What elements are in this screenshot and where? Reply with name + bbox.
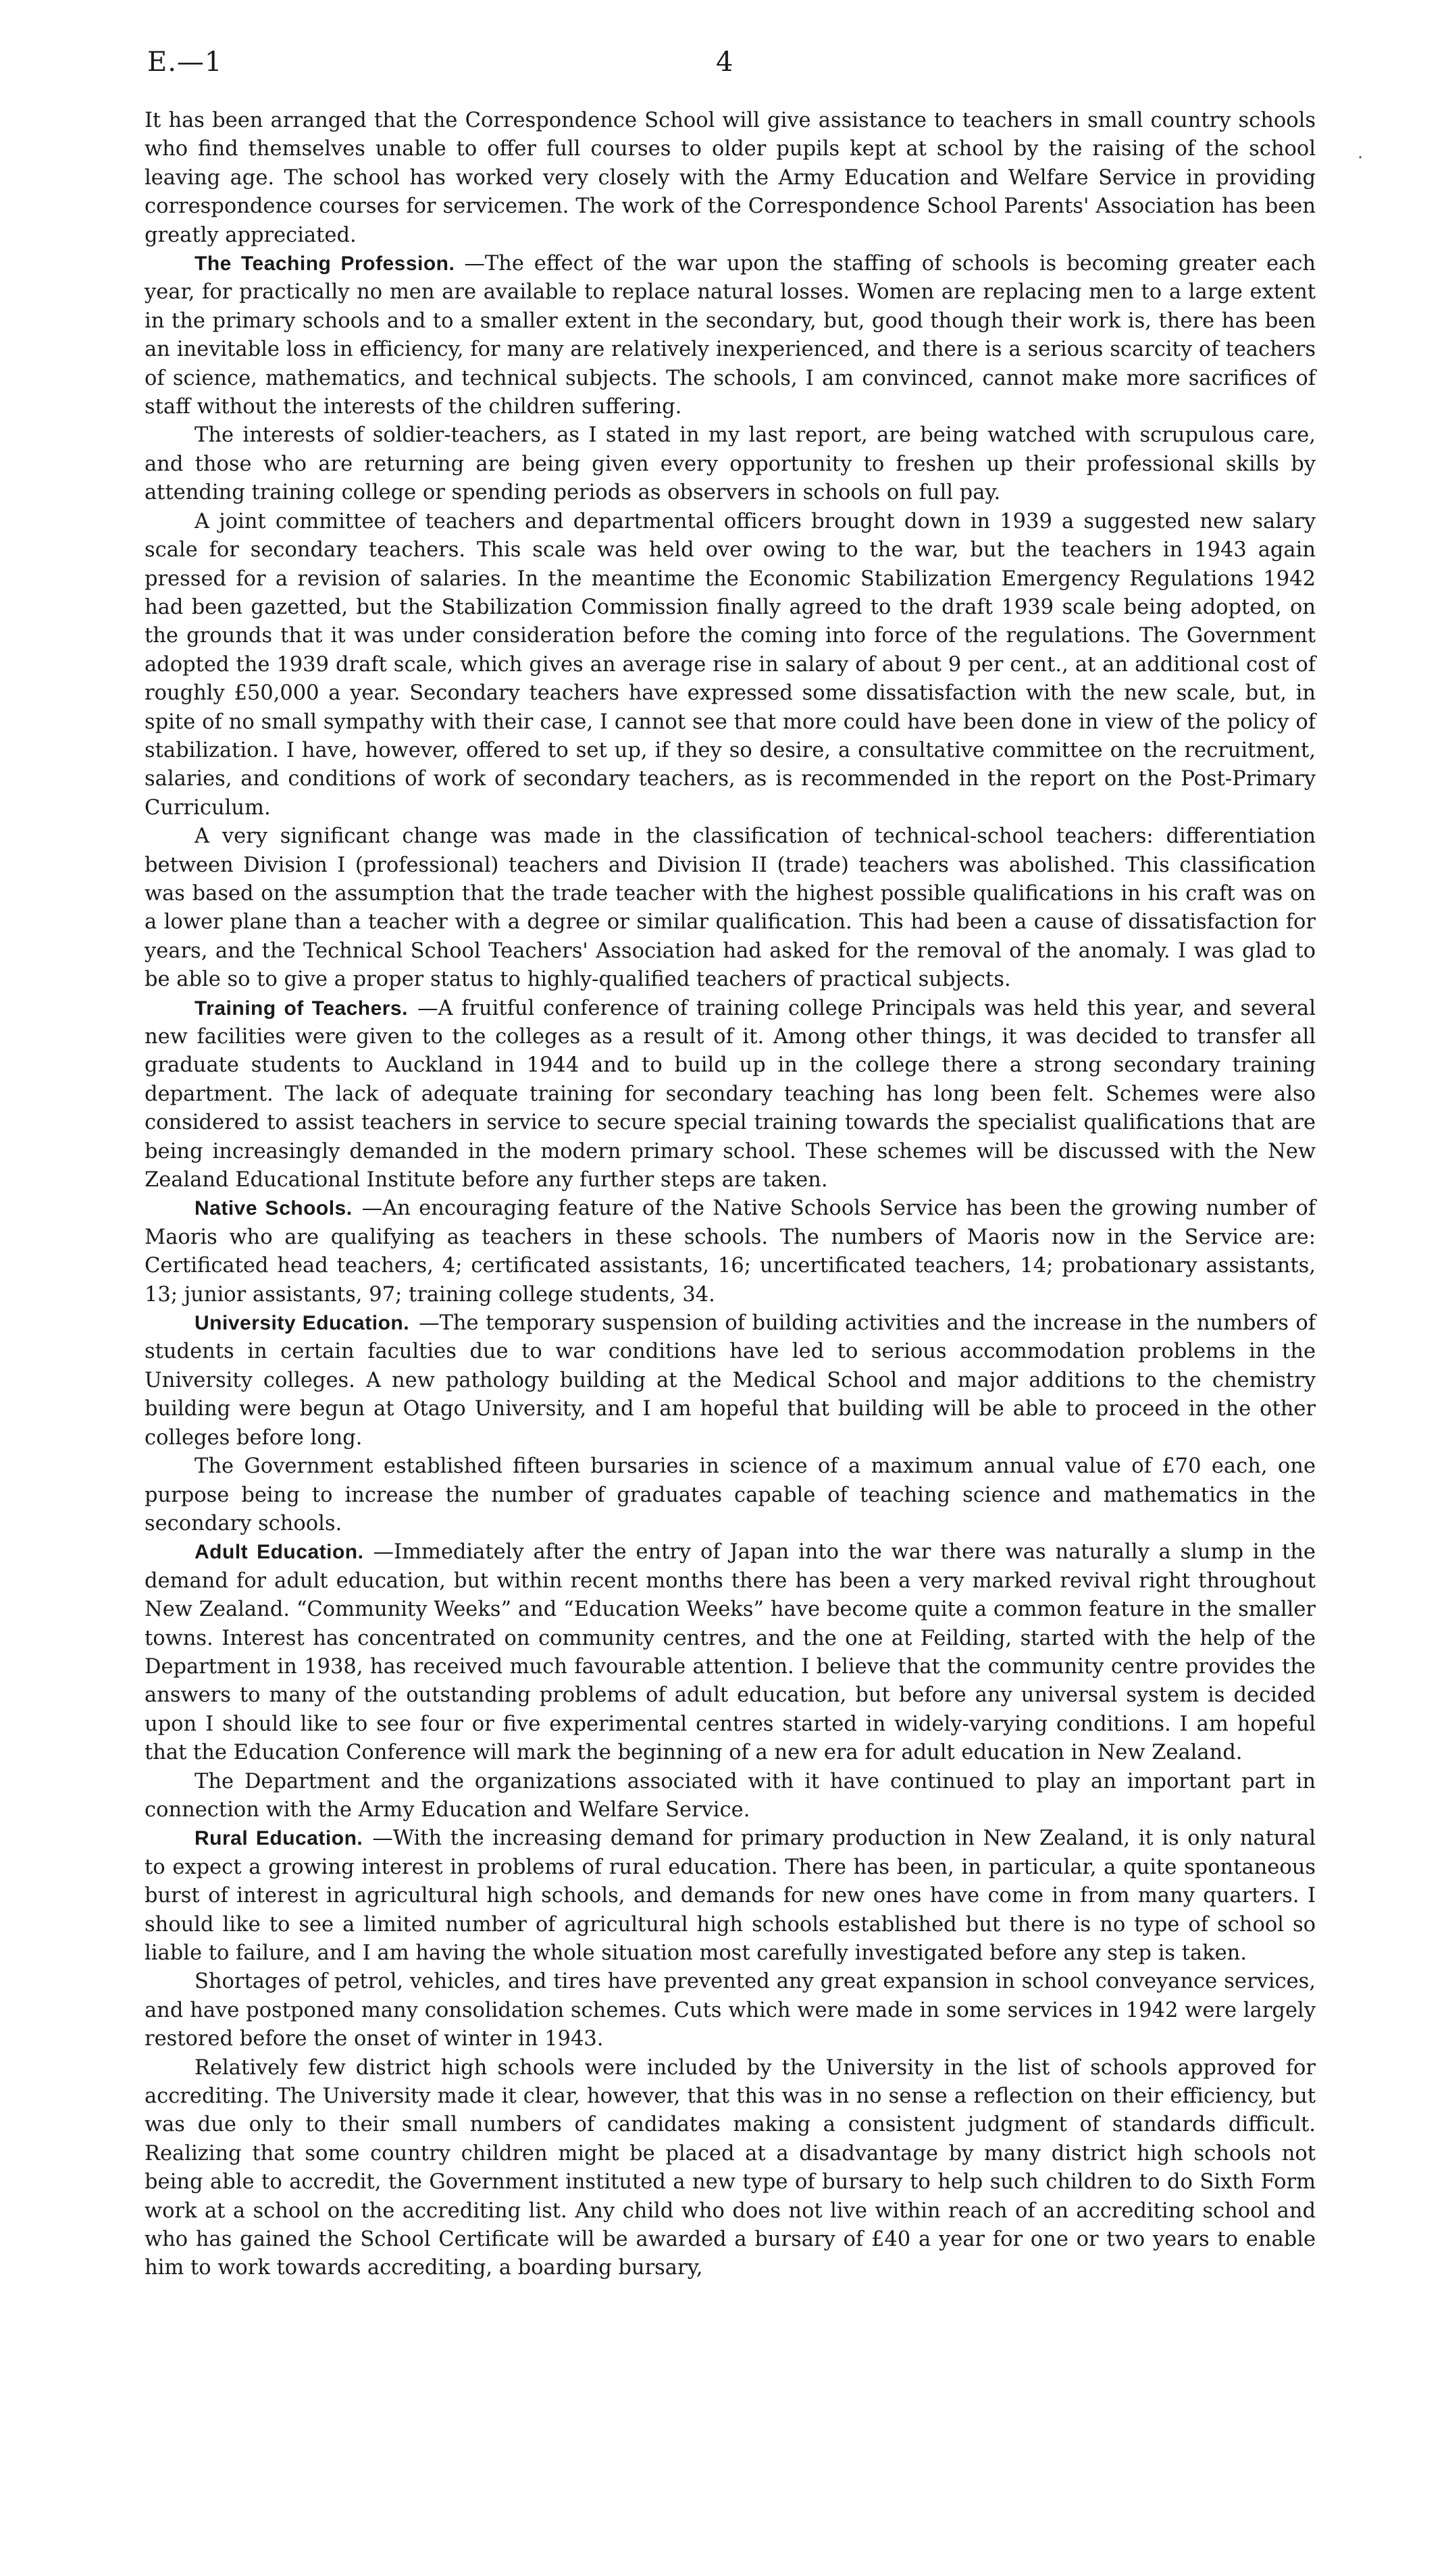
- section-heading-university-education: University Education.: [195, 1312, 410, 1335]
- section-heading-teaching-profession: The Teaching Profession.: [195, 253, 455, 275]
- paragraph-accrediting: [145, 2054, 1316, 2283]
- section-heading-adult-education: Adult Education.: [195, 1541, 364, 1564]
- paragraph-army-education: [145, 1768, 1316, 1825]
- paragraph-technical-classification: [145, 822, 1316, 994]
- paragraph-text: It has been arranged that the Correspondence School will give assistance to teachers in small country schools who find themselves unable to offer full courses to older pupils kept at school by the raising of the school leaving age. The school has worked very closely with the Army Education and Welfare Service in providing correspondence courses for servicemen. The work of the Correspondence School Parents' Association has been greatly appreciated.: [145, 109, 1316, 247]
- series-code: E.—1: [147, 47, 223, 78]
- paragraph-science-bursaries: [145, 1452, 1316, 1538]
- paragraph-text: —Immediately after the entry of Japan into the war there was naturally a slump in the demand for adult education, but within recent months there has been a very marked revival right throughout New Zealand. “Community Weeks” and “Education Weeks” have become quite a common feature in the smaller towns. Interest has concentrated on community centres, and the one at Feilding, started with the help of the Department in 1938, has received much favourable attention. I believe that the community centre provides the answers to many of the outstanding problems of adult education, but before any universal system is decided upon I should like to see four or five experimental centres started in widely-varying conditions. I am hopeful that the Education Conference will mark the beginning of a new era for adult education in New Zealand.: [145, 1540, 1316, 1765]
- paragraph-text: Shortages of petrol, vehicles, and tires have prevented any great expansion in school conveyance services, and have postponed many consolidation schemes. Cuts which were made in some services in 1942 were largely restored before the onset of winter in 1943.: [145, 1970, 1316, 2051]
- section-heading-rural-education: Rural Education.: [195, 1827, 363, 1850]
- paragraph-native-schools: [145, 1194, 1316, 1309]
- paragraph-school-conveyance: [145, 1968, 1316, 2053]
- paragraph-adult-education: [145, 1538, 1316, 1767]
- page-number: 4: [716, 47, 733, 78]
- paragraph-university-education: [145, 1309, 1316, 1452]
- paragraph-text: —The effect of the war upon the staffing of schools is becoming greater each year, for practically no men are available to replace natural losses. Women are replacing men to a large extent in the primary schools and to a smaller extent in the secondary, but, good though their work is, there has been an inevitable loss in efficiency, for many are relatively inexperienced, and there is a serious scarcity of teachers of science, mathematics, and technical subjects. The schools, I am convinced, cannot make more sacrifices of staff without the interests of the children suffering.: [145, 252, 1316, 419]
- paragraph-salary-scale: [145, 508, 1316, 822]
- paragraph-text: A very significant change was made in the classification of technical-school teachers: differentiation between Division I (professional) teachers and Division II (trade) teachers was abolished. This classification was based on the assumption that the trade teacher with the highest possible qualifications in his craft was on a lower plane than a teacher with a degree or similar qualification. This had been a cause of dissatisfaction for years, and the Technical School Teachers' Association had asked for the removal of the anomaly. I was glad to be able so to give a proper status to highly-qualified teachers of practical subjects.: [145, 824, 1316, 992]
- paragraph-correspondence-school: [145, 107, 1316, 250]
- report-body: [145, 107, 1316, 2283]
- section-heading-training-of-teachers: Training of Teachers.: [195, 997, 408, 1020]
- paragraph-text: —A fruitful conference of training college Principals was held this year, and several new facilities were given to the colleges as a result of it. Among other things, it was decided to transfer all graduate students to Auckland in 1944 and to build up in the college there a strong secondary training department. The lack of adequate training for secondary teaching has long been felt. Schemes were also considered to assist teachers in service to secure special training towards the specialist qualifications that are being increasingly demanded in the modern primary school. These schemes will be discussed with the New Zealand Educational Institute before any further steps are taken.: [145, 996, 1316, 1192]
- paragraph-text: The interests of soldier-teachers, as I stated in my last report, are being watched with scrupulous care, and those who are returning are being given every opportunity to freshen up their professional skills by attending training college or spending periods as observers in schools on full pay.: [145, 423, 1316, 505]
- paragraph-rural-education: [145, 1824, 1316, 1968]
- margin-mark: ·: [1358, 148, 1364, 168]
- paragraph-text: The Department and the organizations associated with it have continued to play an important part in connection with the Army Education and Welfare Service.: [145, 1769, 1316, 1822]
- paragraph-text: Relatively few district high schools were included by the University in the list of schools approved for accrediting. The University made it clear, however, that this was in no sense a reflection on their efficiency, but was due only to their small numbers of candidates making a consistent judgment of standards difficult. Realizing that some country children might be placed at a disadvantage by many district high schools not being able to accredit, the Government instituted a new type of bursary to help such children to do Sixth Form work at a school on the accrediting list. Any child who does not live within reach of an accrediting school and who has gained the School Certificate will be awarded a bursary of £40 a year for one or two years to enable him to work towards accrediting, a boarding bursary,: [145, 2055, 1316, 2280]
- paragraph-soldier-teachers: [145, 421, 1316, 507]
- paragraph-text: —An encouraging feature of the Native Schools Service has been the growing number of Maoris who are qualifying as teachers in these schools. The numbers of Maoris now in the Service are: Certificated head teachers, 4; certificated assistants, 16; uncertificated teachers, 14; probationary assistants, 13; junior assistants, 97; training college students, 34.: [145, 1197, 1316, 1307]
- paragraph-text: —With the increasing demand for primary production in New Zealand, it is only natural to expect a growing interest in problems of rural education. There has been, in particular, a quite spontaneous burst of interest in agricultural high schools, and demands for new ones have come in from many quarters. I should like to see a limited number of agricultural high schools established but there is no type of school so liable to failure, and I am having the whole situation most carefully investigated before any step is taken.: [145, 1826, 1316, 1965]
- paragraph-text: The Government established fifteen bursaries in science of a maximum annual value of £70 each, one purpose being to increase the number of graduates capable of teaching science and mathematics in the secondary schools.: [145, 1454, 1316, 1535]
- paragraph-training-of-teachers: [145, 995, 1316, 1195]
- section-heading-native-schools: Native Schools.: [195, 1197, 353, 1220]
- paragraph-text: A joint committee of teachers and departmental officers brought down in 1939 a suggested new salary scale for secondary teachers. This scale was held over owing to the war, but the teachers in 1943 again pressed for a revision of salaries. In the meantime the Economic Stabilization Emergency Regulations 1942 had been gazetted, but the Stabilization Commission finally agreed to the draft 1939 scale being adopted, on the grounds that it was under consideration before the coming into force of the regulations. The Government adopted the 1939 draft scale, which gives an average rise in salary of about 9 per cent., at an additional cost of roughly £50,000 a year. Secondary teachers have expressed some dissatisfaction with the new scale, but, in spite of no small sympathy with their case, I cannot see that more could have been done in view of the policy of stabilization. I have, however, offered to set up, if they so desire, a consultative committee on the recruitment, salaries, and conditions of work of secondary teachers, as is recommended in the report on the Post-Primary Curriculum.: [145, 509, 1316, 820]
- paragraph-teaching-profession: [145, 250, 1316, 421]
- paragraph-text: —The temporary suspension of building activities and the increase in the numbers of students in certain faculties due to war conditions have led to serious accommodation problems in the University colleges. A new pathology building at the Medical School and major additions to the chemistry building were begun at Otago University, and I am hopeful that building will be able to proceed in the other colleges before long.: [145, 1311, 1316, 1450]
- page-header: [0, 42, 1444, 89]
